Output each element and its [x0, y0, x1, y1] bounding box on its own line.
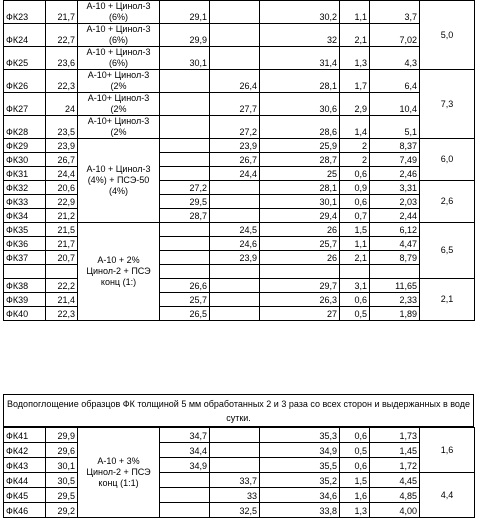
- mass-after-2-coats-cell: [160, 251, 210, 265]
- dry-mass-cell: 21,5: [46, 223, 78, 237]
- absorption-percent-cell: 4,47: [370, 237, 420, 251]
- sample-id-cell: ФК43: [4, 458, 46, 473]
- sample-id-cell: ФК26: [4, 70, 46, 93]
- mass-after-2-coats-cell: [160, 488, 210, 503]
- table-row: [4, 195, 475, 209]
- mass-after-2-coats-cell: [160, 223, 210, 237]
- group-average-cell: 6,5: [420, 223, 475, 279]
- mass-after-2-coats-cell: [160, 93, 210, 116]
- treatment-cell: А-10+ Цинол-3 (2%: [78, 70, 160, 93]
- sample-id-cell: ФК36: [4, 237, 46, 251]
- mass-after-3-coats-cell: [210, 24, 260, 47]
- wet-mass-cell: 33,8: [260, 503, 340, 518]
- treatment-cell: А-10 + Цинол-3 (6%): [78, 24, 160, 47]
- absorption-percent-cell: 2,44: [370, 209, 420, 223]
- mass-after-2-coats-cell: 26,5: [160, 307, 210, 321]
- sample-id-cell: ФК38: [4, 279, 46, 293]
- sample-id-cell: ФК34: [4, 209, 46, 223]
- wet-mass-cell: 31,4: [260, 47, 340, 70]
- sample-id-cell: ФК23: [4, 1, 46, 24]
- mass-after-2-coats-cell: [160, 70, 210, 93]
- dry-mass-cell: 21,7: [46, 1, 78, 24]
- table-row: [4, 237, 475, 251]
- treatment-cell: А-10+ Цинол-3 (2%: [78, 93, 160, 116]
- table-row: [4, 428, 475, 443]
- wet-mass-cell: 25: [260, 167, 340, 181]
- table-row: [4, 473, 475, 488]
- table-row: [4, 279, 475, 293]
- absorbed-water-cell: 1,7: [340, 70, 370, 93]
- mass-after-3-coats-cell: [210, 209, 260, 223]
- absorption-percent-cell: 6,12: [370, 223, 420, 237]
- water-absorption-table-1: [3, 0, 475, 321]
- dry-mass-cell: 21,4: [46, 293, 78, 307]
- mass-after-2-coats-cell: 34,7: [160, 428, 210, 443]
- dry-mass-cell: 23,9: [46, 139, 78, 153]
- absorbed-water-cell: 1,3: [340, 503, 370, 518]
- sample-id-cell: ФК24: [4, 24, 46, 47]
- wet-mass-cell: 30,2: [260, 1, 340, 24]
- absorbed-water-cell: 2,1: [340, 24, 370, 47]
- mass-after-2-coats-cell: [160, 473, 210, 488]
- absorption-percent-cell: 4,45: [370, 473, 420, 488]
- table-row: [4, 116, 475, 139]
- table-row: [4, 488, 475, 503]
- mass-after-3-coats-cell: 24,5: [210, 223, 260, 237]
- absorption-percent-cell: 2,33: [370, 293, 420, 307]
- mass-after-3-coats-cell: [210, 181, 260, 195]
- mass-after-3-coats-cell: [210, 279, 260, 293]
- table-row: [4, 265, 475, 279]
- table-row: [4, 47, 475, 70]
- absorption-percent-cell: 7,49: [370, 153, 420, 167]
- group-average-cell: 4,4: [420, 473, 475, 518]
- mass-after-3-coats-cell: 26,7: [210, 153, 260, 167]
- group-average-cell: 2,1: [420, 279, 475, 321]
- table-row: [4, 93, 475, 116]
- mass-after-3-coats-cell: [210, 195, 260, 209]
- absorption-percent-cell: 3,7: [370, 1, 420, 24]
- mass-after-3-coats-cell: [210, 458, 260, 473]
- mass-after-3-coats-cell: [210, 307, 260, 321]
- sample-id-cell: ФК37: [4, 251, 46, 265]
- sample-id-cell: ФК46: [4, 503, 46, 518]
- absorption-percent-cell: 4,85: [370, 488, 420, 503]
- absorbed-water-cell: 0,7: [340, 209, 370, 223]
- absorbed-water-cell: 0,6: [340, 458, 370, 473]
- table-row: [4, 1, 475, 24]
- mass-after-3-coats-cell: 23,9: [210, 139, 260, 153]
- mass-after-3-coats-cell: 33: [210, 488, 260, 503]
- dry-mass-cell: 26,7: [46, 153, 78, 167]
- dry-mass-cell: 29,9: [46, 428, 78, 443]
- absorbed-water-cell: 1,1: [340, 1, 370, 24]
- mass-after-3-coats-cell: [210, 47, 260, 70]
- wet-mass-cell: 26: [260, 251, 340, 265]
- sample-id-cell: ФК29: [4, 139, 46, 153]
- sample-id-cell: ФК39: [4, 293, 46, 307]
- absorbed-water-cell: 0,6: [340, 167, 370, 181]
- absorbed-water-cell: [340, 265, 370, 279]
- absorbed-water-cell: 1,5: [340, 473, 370, 488]
- dry-mass-cell: 20,6: [46, 181, 78, 195]
- table-row: [4, 307, 475, 321]
- table-row: [4, 443, 475, 458]
- treatment-cell: А-10 + Цинол-3 (6%): [78, 1, 160, 24]
- sample-id-cell: ФК41: [4, 428, 46, 443]
- table-row: [4, 24, 475, 47]
- mass-after-2-coats-cell: [160, 503, 210, 518]
- absorbed-water-cell: 0,6: [340, 195, 370, 209]
- absorption-percent-cell: 1,72: [370, 458, 420, 473]
- wet-mass-cell: 32: [260, 24, 340, 47]
- sample-id-cell: ФК45: [4, 488, 46, 503]
- mass-after-2-coats-cell: 29,1: [160, 1, 210, 24]
- group-average-cell: 1,6: [420, 428, 475, 473]
- absorption-percent-cell: 4,00: [370, 503, 420, 518]
- mass-after-2-coats-cell: [160, 237, 210, 251]
- absorbed-water-cell: 2: [340, 139, 370, 153]
- dry-mass-cell: 22,7: [46, 24, 78, 47]
- dry-mass-cell: 30,5: [46, 473, 78, 488]
- sample-id-cell: ФК35: [4, 223, 46, 237]
- treatment-cell: А-10 + 2% Цинол-2 + ПСЭ конц (1:): [78, 223, 160, 321]
- sample-id-cell: [4, 265, 46, 279]
- mass-after-2-coats-cell: 26,6: [160, 279, 210, 293]
- absorption-percent-cell: 10,4: [370, 93, 420, 116]
- dry-mass-cell: 24: [46, 93, 78, 116]
- absorption-percent-cell: 8,79: [370, 251, 420, 265]
- dry-mass-cell: 21,2: [46, 209, 78, 223]
- mass-after-2-coats-cell: 29,9: [160, 24, 210, 47]
- table-row: [4, 223, 475, 237]
- absorption-percent-cell: 1,73: [370, 428, 420, 443]
- wet-mass-cell: 34,6: [260, 488, 340, 503]
- sample-id-cell: ФК32: [4, 181, 46, 195]
- absorption-percent-cell: 3,31: [370, 181, 420, 195]
- wet-mass-cell: 35,3: [260, 428, 340, 443]
- sample-id-cell: ФК42: [4, 443, 46, 458]
- wet-mass-cell: 29,4: [260, 209, 340, 223]
- absorption-percent-cell: 2,46: [370, 167, 420, 181]
- absorption-percent-cell: 7,02: [370, 24, 420, 47]
- group-average-cell: 6,0: [420, 139, 475, 181]
- dry-mass-cell: 29,6: [46, 443, 78, 458]
- absorbed-water-cell: 0,6: [340, 428, 370, 443]
- wet-mass-cell: 26: [260, 223, 340, 237]
- mass-after-2-coats-cell: [160, 116, 210, 139]
- sample-id-cell: ФК30: [4, 153, 46, 167]
- mass-after-2-coats-cell: [160, 265, 210, 279]
- absorption-percent-cell: [370, 265, 420, 279]
- mass-after-3-coats-cell: 23,9: [210, 251, 260, 265]
- wet-mass-cell: 27: [260, 307, 340, 321]
- absorbed-water-cell: 2,9: [340, 93, 370, 116]
- dry-mass-cell: 22,2: [46, 279, 78, 293]
- group-average-cell: 5,0: [420, 1, 475, 70]
- wet-mass-cell: 28,1: [260, 70, 340, 93]
- wet-mass-cell: 28,1: [260, 181, 340, 195]
- dry-mass-cell: [46, 265, 78, 279]
- dry-mass-cell: 29,5: [46, 488, 78, 503]
- dry-mass-cell: 22,3: [46, 70, 78, 93]
- dry-mass-cell: 21,7: [46, 237, 78, 251]
- mass-after-3-coats-cell: 24,4: [210, 167, 260, 181]
- mass-after-2-coats-cell: 27,2: [160, 181, 210, 195]
- table-row: [4, 181, 475, 195]
- mass-after-3-coats-cell: [210, 293, 260, 307]
- table-row: [4, 503, 475, 518]
- table-row: [4, 167, 475, 181]
- absorption-percent-cell: 1,89: [370, 307, 420, 321]
- mass-after-3-coats-cell: 26,4: [210, 70, 260, 93]
- absorption-percent-cell: 8,37: [370, 139, 420, 153]
- table-row: [4, 209, 475, 223]
- wet-mass-cell: 30,6: [260, 93, 340, 116]
- dry-mass-cell: 22,9: [46, 195, 78, 209]
- mass-after-2-coats-cell: 29,5: [160, 195, 210, 209]
- absorbed-water-cell: 0,5: [340, 443, 370, 458]
- absorption-percent-cell: 6,4: [370, 70, 420, 93]
- sample-id-cell: ФК25: [4, 47, 46, 70]
- wet-mass-cell: 34,9: [260, 443, 340, 458]
- absorption-percent-cell: 5,1: [370, 116, 420, 139]
- absorption-percent-cell: 1,45: [370, 443, 420, 458]
- absorbed-water-cell: 0,9: [340, 181, 370, 195]
- wet-mass-cell: 35,5: [260, 458, 340, 473]
- absorbed-water-cell: 2: [340, 153, 370, 167]
- table-row: [4, 139, 475, 153]
- wet-mass-cell: 29,7: [260, 279, 340, 293]
- absorbed-water-cell: 2,1: [340, 251, 370, 265]
- mass-after-2-coats-cell: [160, 153, 210, 167]
- mass-after-2-coats-cell: 34,4: [160, 443, 210, 458]
- mass-after-3-coats-cell: 24,6: [210, 237, 260, 251]
- table-row: [4, 293, 475, 307]
- dry-mass-cell: 23,6: [46, 47, 78, 70]
- absorbed-water-cell: 1,1: [340, 237, 370, 251]
- dry-mass-cell: 22,3: [46, 307, 78, 321]
- treatment-cell: А-10 + Цинол-3 (6%): [78, 47, 160, 70]
- absorption-percent-cell: 2,03: [370, 195, 420, 209]
- sample-id-cell: ФК44: [4, 473, 46, 488]
- wet-mass-cell: 30,1: [260, 195, 340, 209]
- mass-after-2-coats-cell: [160, 167, 210, 181]
- sample-id-cell: ФК27: [4, 93, 46, 116]
- mass-after-2-coats-cell: 30,1: [160, 47, 210, 70]
- water-absorption-table-2: [3, 427, 475, 518]
- mass-after-3-coats-cell: [210, 443, 260, 458]
- sample-id-cell: ФК31: [4, 167, 46, 181]
- treatment-cell: А-10 + Цинол-3 (4%) + ПСЭ-50 (4%): [78, 139, 160, 223]
- group-average-cell: 7,3: [420, 70, 475, 139]
- mass-after-2-coats-cell: [160, 139, 210, 153]
- absorption-percent-cell: 4,3: [370, 47, 420, 70]
- wet-mass-cell: 35,2: [260, 473, 340, 488]
- dry-mass-cell: 29,2: [46, 503, 78, 518]
- absorbed-water-cell: 3,1: [340, 279, 370, 293]
- wet-mass-cell: [260, 265, 340, 279]
- mass-after-3-coats-cell: [210, 428, 260, 443]
- table-row: [4, 251, 475, 265]
- dry-mass-cell: 23,5: [46, 116, 78, 139]
- absorbed-water-cell: 1,5: [340, 223, 370, 237]
- table-row: [4, 458, 475, 473]
- wet-mass-cell: 28,7: [260, 153, 340, 167]
- mass-after-2-coats-cell: 25,7: [160, 293, 210, 307]
- dry-mass-cell: 24,4: [46, 167, 78, 181]
- treatment-cell: А-10 + 3% Цинол-2 + ПСЭ конц (1:1): [78, 428, 160, 518]
- mass-after-3-coats-cell: 32,5: [210, 503, 260, 518]
- dry-mass-cell: 20,7: [46, 251, 78, 265]
- wet-mass-cell: 25,9: [260, 139, 340, 153]
- sample-id-cell: ФК33: [4, 195, 46, 209]
- absorbed-water-cell: 0,6: [340, 293, 370, 307]
- wet-mass-cell: 28,6: [260, 116, 340, 139]
- table-row: [4, 153, 475, 167]
- mass-after-3-coats-cell: 33,7: [210, 473, 260, 488]
- mass-after-3-coats-cell: 27,7: [210, 93, 260, 116]
- mass-after-3-coats-cell: [210, 265, 260, 279]
- absorption-percent-cell: 11,65: [370, 279, 420, 293]
- sample-id-cell: ФК28: [4, 116, 46, 139]
- mass-after-2-coats-cell: 34,9: [160, 458, 210, 473]
- mass-after-3-coats-cell: 27,2: [210, 116, 260, 139]
- wet-mass-cell: 26,3: [260, 293, 340, 307]
- absorbed-water-cell: 1,4: [340, 116, 370, 139]
- absorbed-water-cell: 1,6: [340, 488, 370, 503]
- table-row: [4, 70, 475, 93]
- group-average-cell: 2,6: [420, 181, 475, 223]
- wet-mass-cell: 25,7: [260, 237, 340, 251]
- absorbed-water-cell: 1,3: [340, 47, 370, 70]
- dry-mass-cell: 30,1: [46, 458, 78, 473]
- absorbed-water-cell: 0,5: [340, 307, 370, 321]
- mass-after-3-coats-cell: [210, 1, 260, 24]
- sample-id-cell: ФК40: [4, 307, 46, 321]
- mass-after-2-coats-cell: 28,7: [160, 209, 210, 223]
- table-caption: Водопоглощение образцов ФК толщиной 5 мм обработанных 2 и 3 раза со всех сторон и выдержанных в воде сутки.: [3, 394, 474, 427]
- treatment-cell: А-10+ Цинол-3 (2%: [78, 116, 160, 139]
